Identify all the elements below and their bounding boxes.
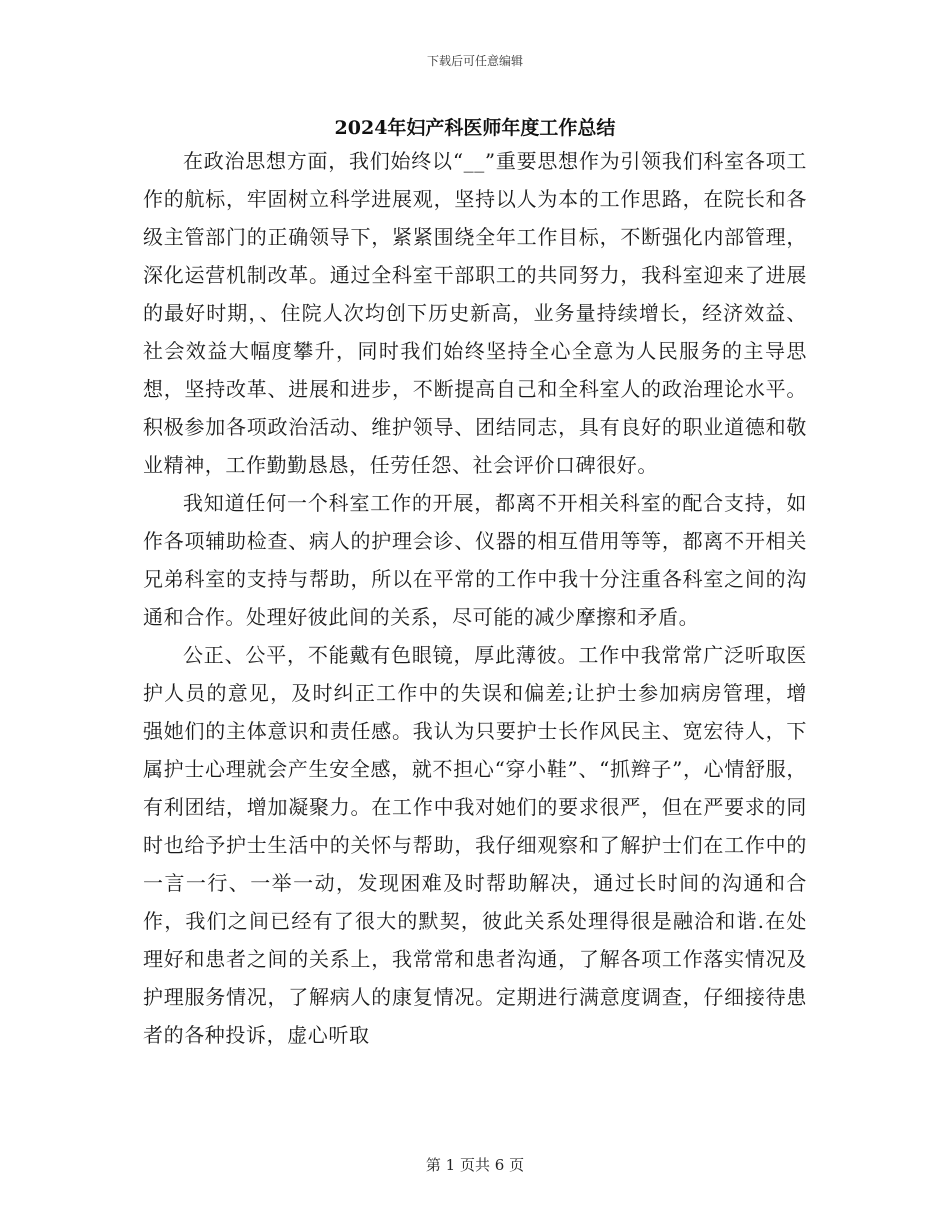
header-note: 下载后可任意编辑: [426, 54, 523, 68]
paragraph-department-cooperation: 我知道任何一个科室工作的开展，都离不开相关科室的配合支持，如作各项辅助检查、病人的护理会诊、仪器的相互借用等等，都离不开相关兄弟科室的支持与帮助，所以在平常的工作中我十分注重各科室之间的沟通和合作。处理好彼此间的关系，尽可能的减少摩擦和矛盾。: [143, 491, 807, 629]
paragraph-fairness-management: 公正、公平，不能戴有色眼镜，厚此薄彼。工作中我常常广泛听取医护人员的意见，及时纠正工作中的失误和偏差;让护士参加病房管理，增强她们的主体意识和责任感。我认为只要护士长作风民主、宽宏待人，下属护士心理就会产生安全感，就不担心“穿小鞋”、“抓辫子”，心情舒服，有利团结，增加凝聚力。在工作中我对她们的要求很严，但在严要求的同时也给予护士生活中的关怀与帮助，我仔细观察和了解护士们在工作中的一言一行、一举一动，发现困难及时帮助解决，通过长时间的沟通和合作，我们之间已经有了很大的默契，彼此关系处理得很是融洽和谐.在处理好和患者之间的关系上，我常常和患者沟通，了解各项工作落实情况及护理服务情况，了解病人的康复情况。定期进行满意度调查，仔细接待患者的各种投诉，虚心听取: [143, 643, 807, 1047]
document-body: [143, 142, 807, 1054]
page-indicator: 第 1 页共 6 页: [425, 1156, 525, 1174]
document-title: 2024年妇产科医师年度工作总结: [334, 117, 616, 139]
paragraph-political-thought: 在政治思想方面，我们始终以“__”重要思想作为引领我们科室各项工作的航标，牢固树立科学进展观，坚持以人为本的工作思路，在院长和各级主管部门的正确领导下，紧紧围绕全年工作目标，不断强化内部管理，深化运营机制改革。通过全科室干部职工的共同努力，我科室迎来了进展的最好时期，、住院人次均创下历史新高，业务量持续增长，经济效益、社会效益大幅度攀升，同时我们始终坚持全心全意为人民服务的主导思想，坚持改革、进展和进步，不断提高自己和全科室人的政治理论水平。积极参加各项政治活动、维护领导、团结同志，具有良好的职业道德和敬业精神，工作勤勤恳恳，任劳任怨、社会评价口碑很好。: [143, 149, 807, 477]
